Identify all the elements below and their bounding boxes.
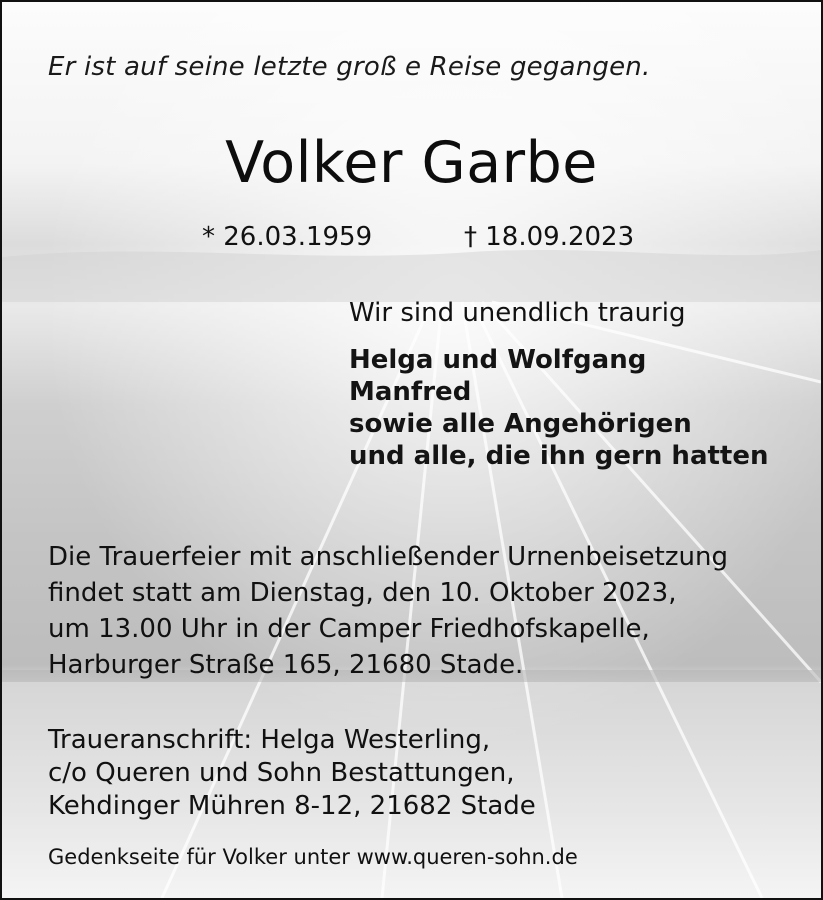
funeral-line: findet statt am Dienstag, den 10. Oktober 2023, [48,578,677,608]
funeral-line: Die Trauerfeier mit anschließender Urnenbeisetzung [48,542,728,572]
mourners-list [349,344,769,472]
mourner-line: sowie alle Angehörigen [349,409,692,439]
mourner-line: Helga und Wolfgang [349,345,647,375]
farewell-quote: Er ist auf seine letzte groß e Reise gegangen. [48,52,651,82]
funeral-details [48,539,728,683]
address-line: Kehdinger Mühren 8-12, 21682 Stade [48,791,536,821]
mourner-line: Manfred [349,377,472,407]
funeral-line: um 13.00 Uhr in der Camper Friedhofskapelle, [48,614,650,644]
death-date: † 18.09.2023 [464,222,635,252]
funeral-line: Harburger Straße 165, 21680 Stade. [48,650,524,680]
condolence-address [48,724,536,823]
deceased-name: Volker Garbe [225,130,598,196]
mourners-intro: Wir sind unendlich traurig [349,298,686,328]
address-line: c/o Queren und Sohn Bestattungen, [48,758,515,788]
mourner-line: und alle, die ihn gern hatten [349,441,769,471]
address-line: Traueranschrift: Helga Westerling, [48,725,491,755]
memorial-page-link[interactable]: Gedenkseite für Volker unter www.queren-sohn.de [48,845,578,869]
birth-date: * 26.03.1959 [202,222,373,252]
